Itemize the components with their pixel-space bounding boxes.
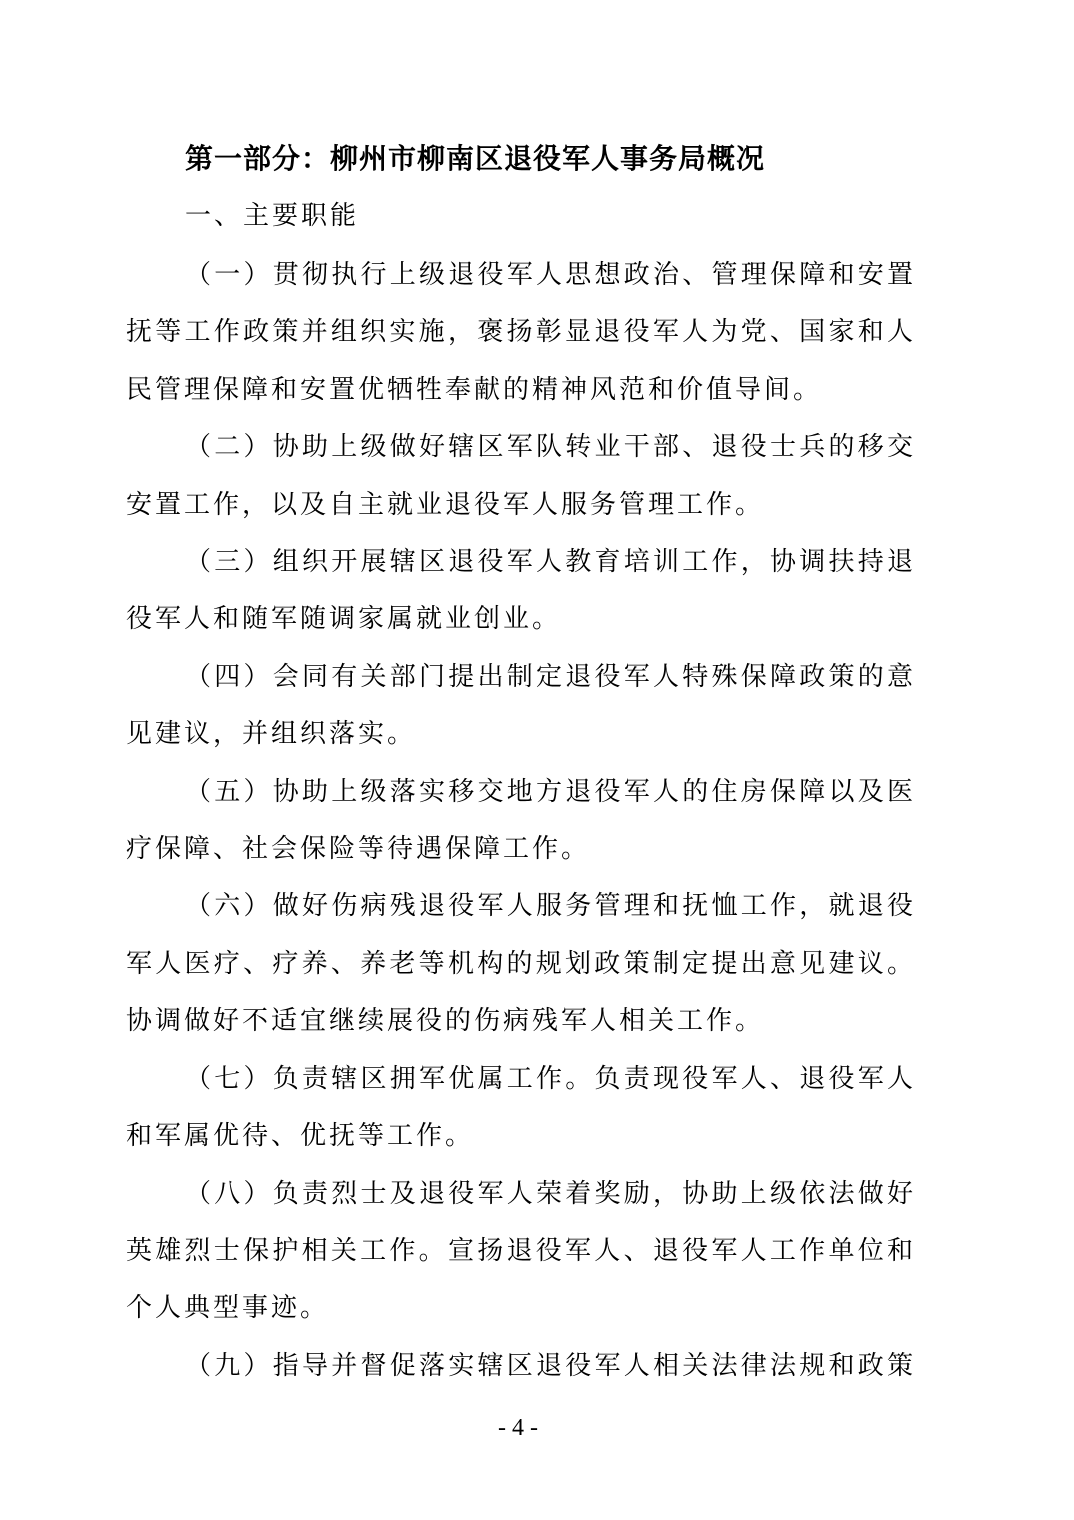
body-text (126, 247, 916, 1395)
paragraph-5: （五）协助上级落实移交地方退役军人的住房保障以及医疗保障、社会保险等待遇保障工作。 (126, 776, 916, 865)
section-heading: 第一部分：柳州市柳南区退役军人事务局概况 (185, 142, 766, 175)
paragraph-6: （六）做好伤病残退役军人服务管理和抚恤工作，就退役军人医疗、疗养、养老等机构的规划政策制定提出意见建议。协调做好不适宜继续展役的伤病残军人相关工作。 (126, 891, 916, 1037)
paragraph-8: （八）负责烈士及退役军人荣着奖励，协助上级依法做好英雄烈士保护相关工作。宣扬退役军人、退役军人工作单位和个人典型事迹。 (126, 1178, 916, 1324)
paragraph-4: （四）会同有关部门提出制定退役军人特殊保障政策的意见建议，并组织落实。 (126, 661, 916, 750)
paragraph-7: （七）负责辖区拥军优属工作。负责现役军人、退役军人和军属优待、优抚等工作。 (126, 1063, 916, 1152)
paragraph-2: （二）协助上级做好辖区军队转业干部、退役士兵的移交安置工作，以及自主就业退役军人服务管理工作。 (126, 432, 916, 520)
paragraph-9: （九）指导并督促落实辖区退役军人相关法律法规和政策 (185, 1350, 916, 1381)
page-number: - 4 - (498, 1415, 538, 1441)
subsection-heading: 一、主要职能 (185, 201, 360, 231)
paragraph-3: （三）组织开展辖区退役军人教育培训工作，协调扶持退役军人和随军随调家属就业创业。 (126, 547, 916, 635)
paragraph-1: （一）贯彻执行上级退役军人思想政治、管理保障和安置抚等工作政策并组织实施，褒扬彰显退役军人为党、国家和人民管理保障和安置优牺牲奉献的精神风范和价值导间。 (126, 260, 916, 405)
